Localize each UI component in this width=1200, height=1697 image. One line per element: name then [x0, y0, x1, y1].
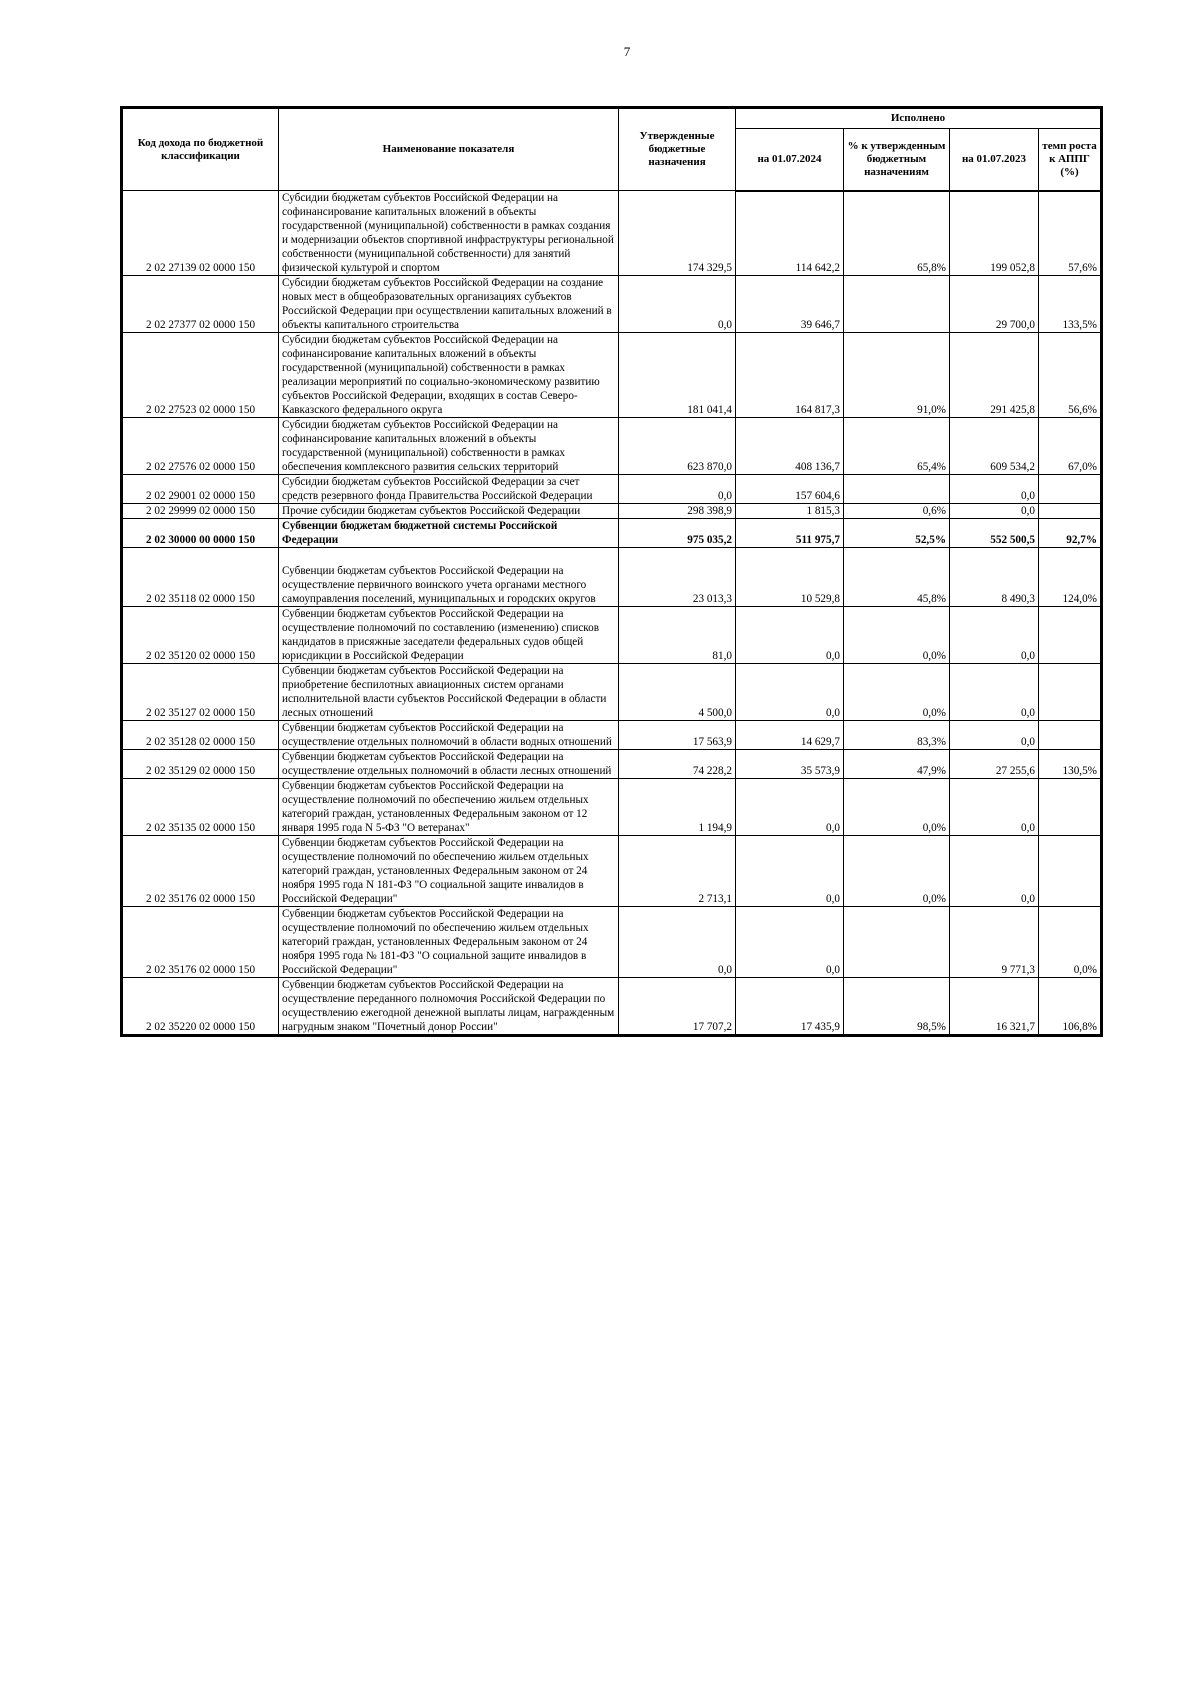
row-approved: 17 563,9	[619, 721, 736, 750]
row-approved: 298 398,9	[619, 504, 736, 519]
row-on-2024: 0,0	[736, 779, 844, 836]
row-pct-approved: 91,0%	[844, 333, 950, 418]
row-on-2024: 0,0	[736, 907, 844, 978]
row-growth: 0,0%	[1039, 907, 1101, 978]
budget-table	[122, 108, 1101, 1035]
row-on-2024: 511 975,7	[736, 519, 844, 548]
row-on-2023: 552 500,5	[950, 519, 1039, 548]
row-name: Субвенции бюджетам субъектов Российской Федерации на осуществление полномочий по составлению (изменению) списков кандидатов в присяжные заседатели федеральных судов общей юрисдикции в Российской Федерации	[279, 607, 619, 664]
header-on-2023: на 01.07.2023	[950, 129, 1039, 191]
header-on-2024: на 01.07.2024	[736, 129, 844, 191]
row-on-2023: 16 321,7	[950, 978, 1039, 1035]
table-row	[123, 907, 1101, 978]
row-pct-approved: 45,8%	[844, 548, 950, 607]
row-code: 2 02 35129 02 0000 150	[123, 750, 279, 779]
row-pct-approved: 0,0%	[844, 607, 950, 664]
row-growth: 130,5%	[1039, 750, 1101, 779]
row-on-2023: 0,0	[950, 664, 1039, 721]
row-growth	[1039, 836, 1101, 907]
table-row	[123, 978, 1101, 1035]
row-code: 2 02 35128 02 0000 150	[123, 721, 279, 750]
row-pct-approved: 47,9%	[844, 750, 950, 779]
row-pct-approved	[844, 276, 950, 333]
row-on-2024: 35 573,9	[736, 750, 844, 779]
row-name: Субвенции бюджетам субъектов Российской Федерации на осуществление отдельных полномочий в области лесных отношений	[279, 750, 619, 779]
row-approved: 23 013,3	[619, 548, 736, 607]
row-name: Субвенции бюджетам субъектов Российской Федерации на осуществление полномочий по обеспечению жильем отдельных категорий граждан, установленных Федеральным законом от 24 ноября 1995 года № 181-ФЗ "О социальной защите инвалидов в Российской Федерации"	[279, 907, 619, 978]
row-code: 2 02 27139 02 0000 150	[123, 191, 279, 276]
row-name: Субвенции бюджетам субъектов Российской Федерации на осуществление переданного полномочия Российской Федерации по осуществлению ежегодной денежной выплаты лицам, награжденным нагрудным знаком "Почетный донор России"	[279, 978, 619, 1035]
row-approved: 2 713,1	[619, 836, 736, 907]
row-approved: 174 329,5	[619, 191, 736, 276]
header-approved: Утвержденные бюджетные назначения	[619, 109, 736, 191]
row-name: Субсидии бюджетам субъектов Российской Федерации на софинансирование капитальных вложений в объекты государственной (муниципальной) собственности в рамках реализации мероприятий по социально-экономическому развитию субъектов Российской Федерации, входящих в состав Северо-Кавказского федерального округа	[279, 333, 619, 418]
row-growth: 92,7%	[1039, 519, 1101, 548]
row-on-2024: 0,0	[736, 607, 844, 664]
row-approved: 623 870,0	[619, 418, 736, 475]
row-growth	[1039, 504, 1101, 519]
row-on-2024: 39 646,7	[736, 276, 844, 333]
row-on-2023: 0,0	[950, 475, 1039, 504]
row-code: 2 02 35120 02 0000 150	[123, 607, 279, 664]
row-name: Субсидии бюджетам субъектов Российской Федерации на софинансирование капитальных вложений в объекты государственной (муниципальной) собственности в рамках создания и модернизации объектов спортивной инфраструктуры региональной собственности (муниципальной собственности) для занятий физической культурой и спортом	[279, 191, 619, 276]
row-name: Прочие субсидии бюджетам субъектов Российской Федерации	[279, 504, 619, 519]
row-name: Субвенции бюджетам субъектов Российской Федерации на осуществление полномочий по обеспечению жильем отдельных категорий граждан, установленных Федеральным законом от 12 января 1995 года N 5-ФЗ "О ветеранах"	[279, 779, 619, 836]
header-name: Наименование показателя	[279, 109, 619, 191]
row-name: Субсидии бюджетам субъектов Российской Федерации на софинансирование капитальных вложений в объекты государственной (муниципальной) собственности в рамках обеспечения комплексного развития сельских территорий	[279, 418, 619, 475]
row-pct-approved: 0,0%	[844, 779, 950, 836]
row-code: 2 02 35127 02 0000 150	[123, 664, 279, 721]
row-growth	[1039, 721, 1101, 750]
row-on-2023: 609 534,2	[950, 418, 1039, 475]
row-on-2023: 0,0	[950, 836, 1039, 907]
row-on-2023: 0,0	[950, 504, 1039, 519]
table-row	[123, 276, 1101, 333]
row-approved: 975 035,2	[619, 519, 736, 548]
row-on-2024: 17 435,9	[736, 978, 844, 1035]
row-approved: 74 228,2	[619, 750, 736, 779]
row-on-2023: 0,0	[950, 607, 1039, 664]
row-code: 2 02 35220 02 0000 150	[123, 978, 279, 1035]
table-body	[123, 191, 1101, 1035]
table-row	[123, 191, 1101, 276]
table-row	[123, 548, 1101, 607]
row-approved: 1 194,9	[619, 779, 736, 836]
row-on-2023: 29 700,0	[950, 276, 1039, 333]
table-row	[123, 475, 1101, 504]
row-on-2024: 14 629,7	[736, 721, 844, 750]
table-row	[123, 721, 1101, 750]
row-code: 2 02 35176 02 0000 150	[123, 907, 279, 978]
row-on-2023: 0,0	[950, 721, 1039, 750]
row-code: 2 02 30000 00 0000 150	[123, 519, 279, 548]
row-on-2024: 157 604,6	[736, 475, 844, 504]
row-growth	[1039, 475, 1101, 504]
header-growth: темп роста к АППГ (%)	[1039, 129, 1101, 191]
table-row	[123, 333, 1101, 418]
page-number: 7	[623, 44, 631, 59]
row-approved: 181 041,4	[619, 333, 736, 418]
table-row	[123, 664, 1101, 721]
row-name: Субсидии бюджетам субъектов Российской Федерации за счет средств резервного фонда Правительства Российской Федерации	[279, 475, 619, 504]
row-name: Субсидии бюджетам субъектов Российской Федерации на создание новых мест в общеобразовательных организациях субъектов Российской Федерации при осуществлении капитальных вложений в объекты капитального строительства	[279, 276, 619, 333]
row-name: Субвенции бюджетам бюджетной системы Российской Федерации	[279, 519, 619, 548]
row-name: Субвенции бюджетам субъектов Российской Федерации на осуществление полномочий по обеспечению жильем отдельных категорий граждан, установленных Федеральным законом от 24 ноября 1995 года N 181-ФЗ "О социальной защите инвалидов в Российской Федерации"	[279, 836, 619, 907]
row-approved: 0,0	[619, 475, 736, 504]
table-row	[123, 779, 1101, 836]
row-growth	[1039, 607, 1101, 664]
row-pct-approved: 0,0%	[844, 836, 950, 907]
row-pct-approved: 65,8%	[844, 191, 950, 276]
header-executed: Исполнено	[736, 109, 1101, 129]
row-on-2023: 199 052,8	[950, 191, 1039, 276]
table-row	[123, 750, 1101, 779]
row-growth: 56,6%	[1039, 333, 1101, 418]
row-on-2023: 8 490,3	[950, 548, 1039, 607]
row-name: Субвенции бюджетам субъектов Российской Федерации на осуществление отдельных полномочий в области водных отношений	[279, 721, 619, 750]
row-growth: 106,8%	[1039, 978, 1101, 1035]
row-pct-approved	[844, 475, 950, 504]
row-on-2024: 10 529,8	[736, 548, 844, 607]
table-row	[123, 519, 1101, 548]
table-row	[123, 418, 1101, 475]
row-pct-approved: 52,5%	[844, 519, 950, 548]
row-on-2024: 408 136,7	[736, 418, 844, 475]
row-code: 2 02 27576 02 0000 150	[123, 418, 279, 475]
row-approved: 0,0	[619, 276, 736, 333]
header-pct-approved: % к утвержденным бюджетным назначениям	[844, 129, 950, 191]
table-row	[123, 504, 1101, 519]
row-pct-approved	[844, 907, 950, 978]
row-growth: 124,0%	[1039, 548, 1101, 607]
row-growth: 133,5%	[1039, 276, 1101, 333]
row-pct-approved: 98,5%	[844, 978, 950, 1035]
row-growth	[1039, 664, 1101, 721]
row-code: 2 02 35176 02 0000 150	[123, 836, 279, 907]
row-name: Субвенции бюджетам субъектов Российской Федерации на приобретение беспилотных авиационных систем органами исполнительной власти субъектов Российской Федерации в области лесных отношений	[279, 664, 619, 721]
row-pct-approved: 65,4%	[844, 418, 950, 475]
row-on-2023: 27 255,6	[950, 750, 1039, 779]
row-code: 2 02 27523 02 0000 150	[123, 333, 279, 418]
row-growth: 57,6%	[1039, 191, 1101, 276]
row-approved: 4 500,0	[619, 664, 736, 721]
row-name: Субвенции бюджетам субъектов Российской Федерации на осуществление первичного воинского учета органами местного самоуправления поселений, муниципальных и городских округов	[279, 548, 619, 607]
row-growth	[1039, 779, 1101, 836]
row-approved: 81,0	[619, 607, 736, 664]
row-on-2024: 114 642,2	[736, 191, 844, 276]
header-code: Код дохода по бюджетной классификации	[123, 109, 279, 191]
row-code: 2 02 29001 02 0000 150	[123, 475, 279, 504]
row-code: 2 02 35118 02 0000 150	[123, 548, 279, 607]
row-code: 2 02 35135 02 0000 150	[123, 779, 279, 836]
row-code: 2 02 29999 02 0000 150	[123, 504, 279, 519]
row-growth: 67,0%	[1039, 418, 1101, 475]
row-code: 2 02 27377 02 0000 150	[123, 276, 279, 333]
row-on-2024: 0,0	[736, 836, 844, 907]
row-on-2023: 9 771,3	[950, 907, 1039, 978]
row-approved: 17 707,2	[619, 978, 736, 1035]
row-pct-approved: 83,3%	[844, 721, 950, 750]
row-on-2023: 291 425,8	[950, 333, 1039, 418]
row-pct-approved: 0,0%	[844, 664, 950, 721]
table-row	[123, 836, 1101, 907]
table-row	[123, 607, 1101, 664]
row-pct-approved: 0,6%	[844, 504, 950, 519]
row-approved: 0,0	[619, 907, 736, 978]
row-on-2023: 0,0	[950, 779, 1039, 836]
row-on-2024: 1 815,3	[736, 504, 844, 519]
row-on-2024: 164 817,3	[736, 333, 844, 418]
row-on-2024: 0,0	[736, 664, 844, 721]
